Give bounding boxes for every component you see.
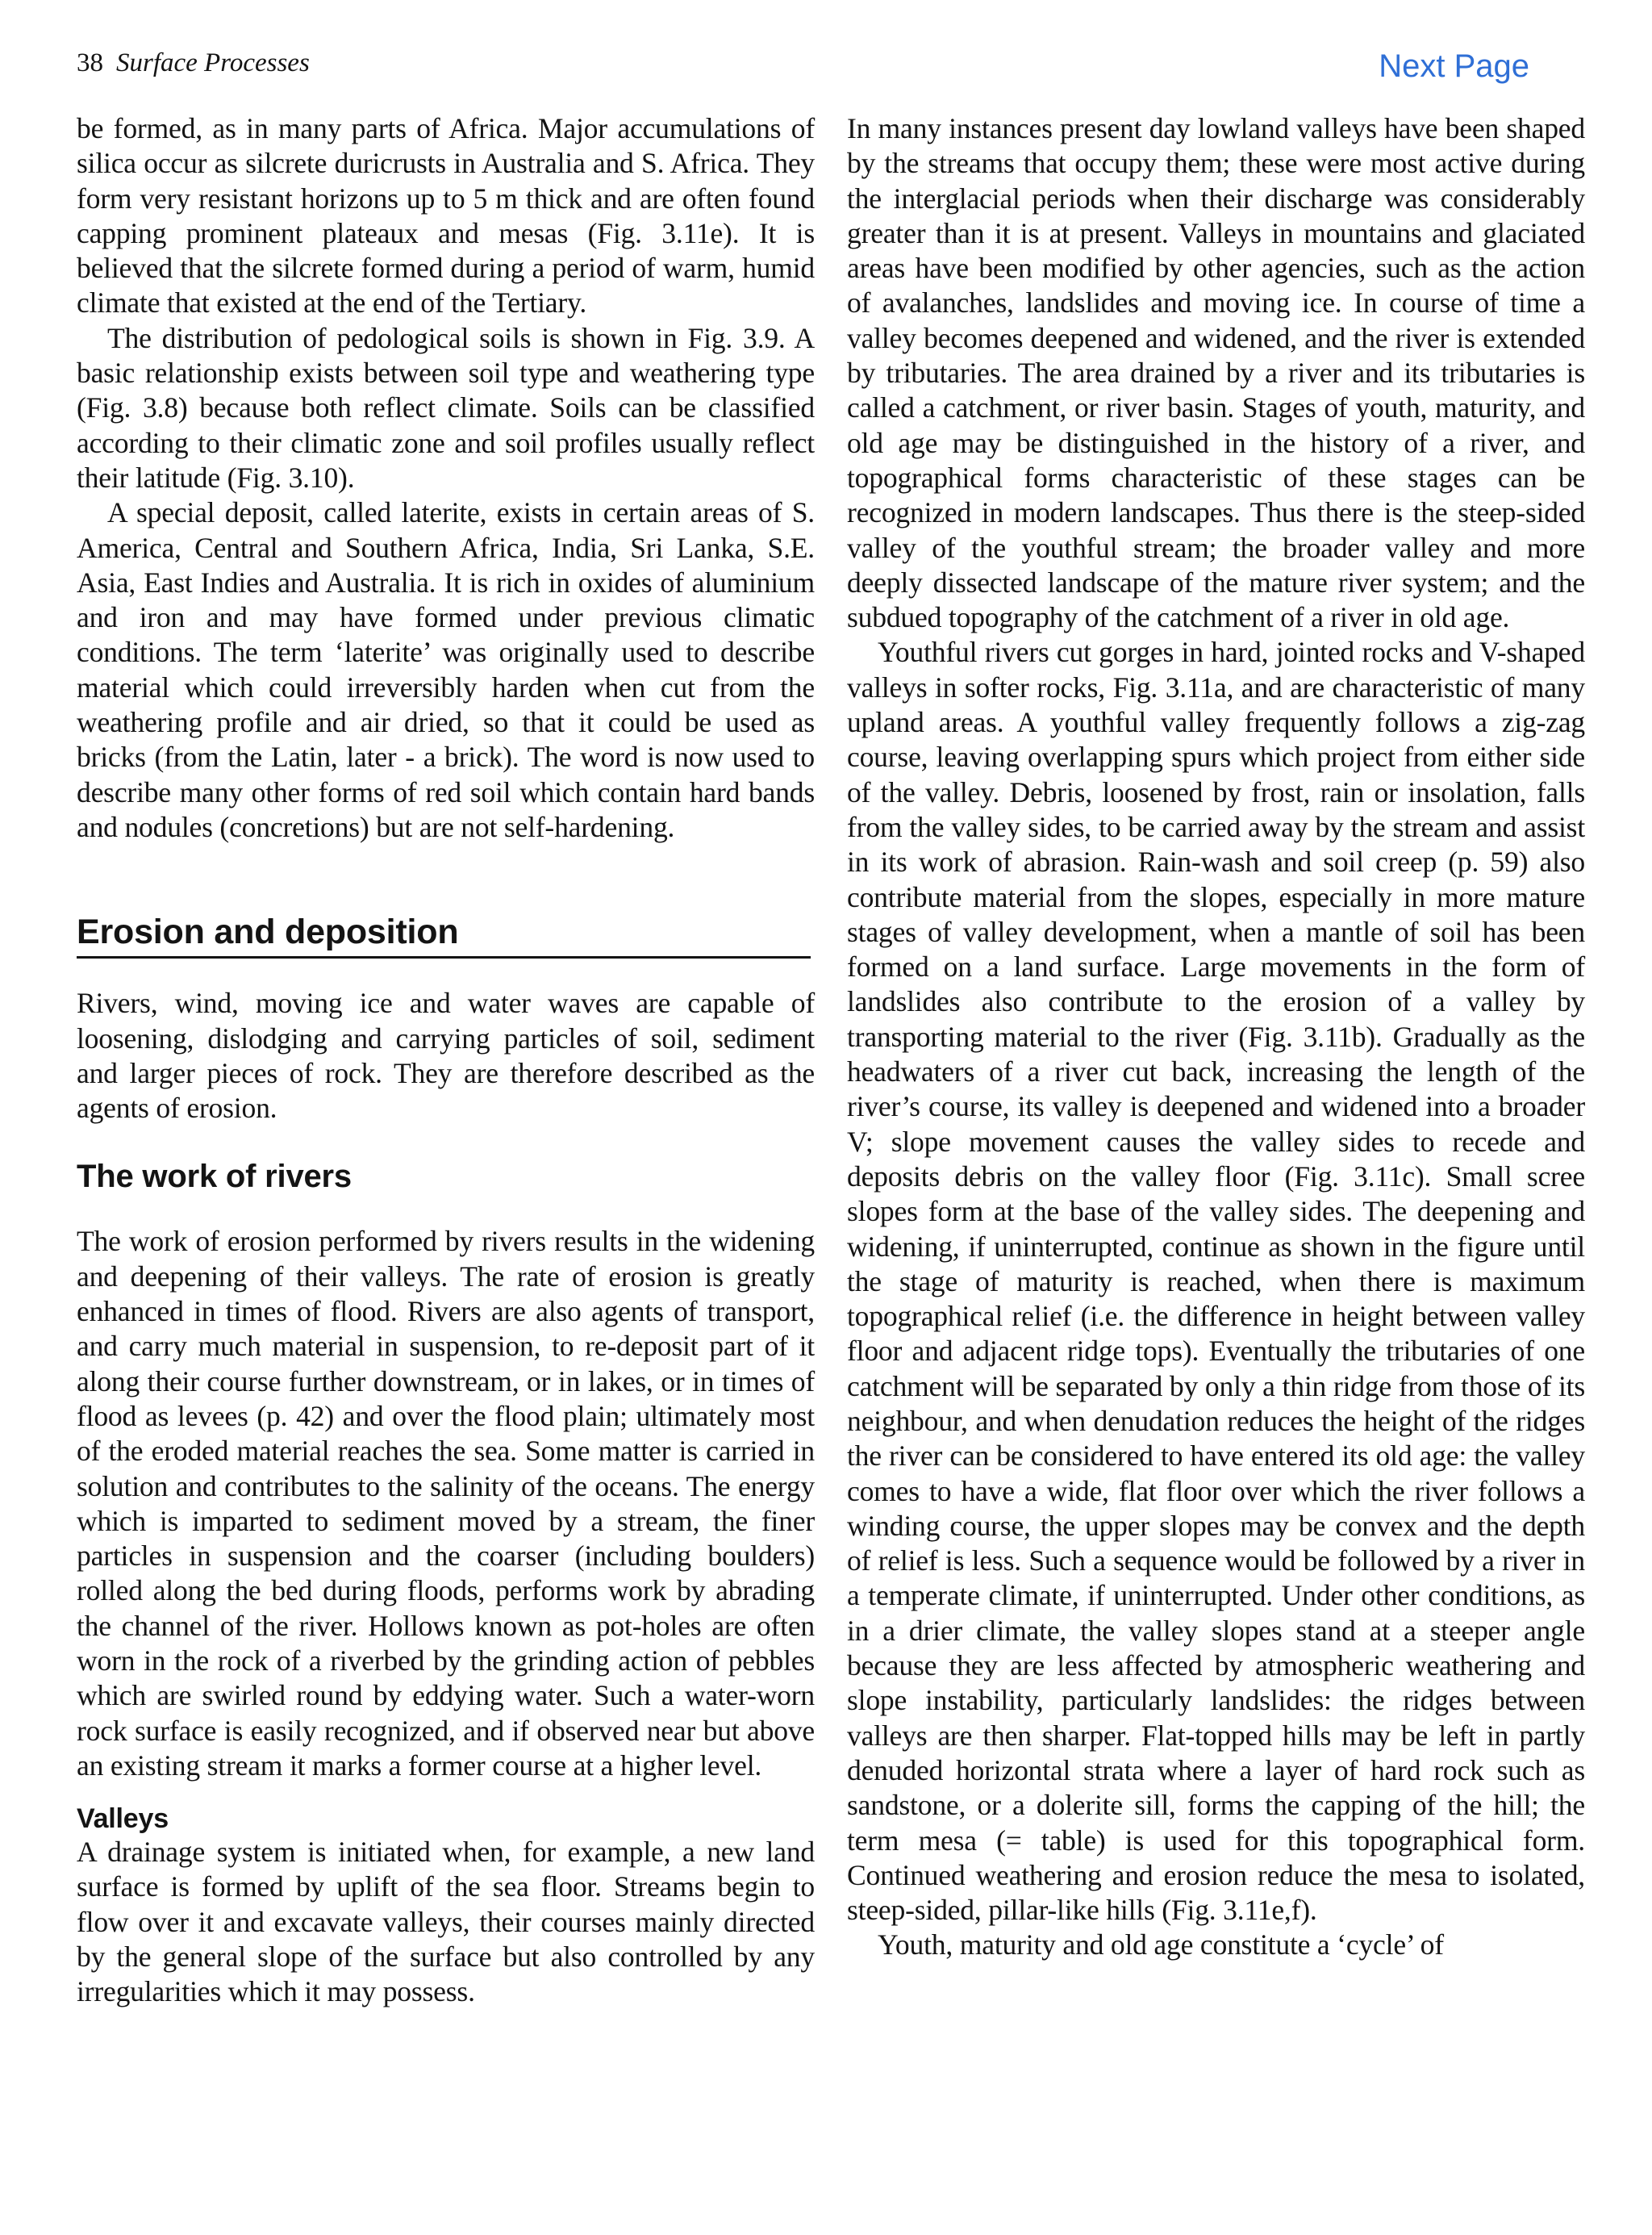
paragraph: Rivers, wind, moving ice and water waves are capable of loosening, dislodging and carrying particles of soil, sediment and larger pieces of rock. They are therefore described as the agents of erosion. xyxy=(77,987,815,1125)
paragraph: A drainage system is initiated when, for example, a new land surface is formed by uplift of the sea floor. Streams begin to flow over it and excavate valleys, their courses mainly directed by the general slope of the surface but also controlled by any irregularities which it may possess. xyxy=(77,1836,815,2008)
paragraph: Youthful rivers cut gorges in hard, jointed rocks and V-shaped valleys in softer rocks, Fig. 3.11a, and are characteristic of many upland areas. A youthful valley frequently follows a zig-zag course, leaving overlapping spurs which project from either side of the valley. Debris, loosened by frost, rain or insolation, falls from the valley sides, to be carried away by the stream and assist in its work of abrasion. Rain-wash and soil creep (p. 59) also contribute material from the slopes, especially in more mature stages of valley development, when a mantle of soil has been formed on a land surface. Large movements in the form of landslides also contribute to the erosion of a valley by transporting material to the river (Fig. 3.11b). Gradually as the headwaters of a river cut back, increasing the length of the river’s course, its valley is deepened and widened into a broader V; slope movement causes the valley sides to recede and deposits debris on the valley floor (Fig. 3.11c). Small scree slopes form at the base of the valley sides. The deepening and widening, if uninterrupted, continue as shown in the figure until the stage of maturity is reached, when there is maximum topographical relief (i.e. the difference in height between valley floor and adjacent ridge tops). Eventually the tributaries of one catchment will be separated by only a thin ridge from those of its neighbour, and when denudation reduces the height of the ridges the river can be considered to have entered its old age: the valley comes to have a wide, flat floor over which the river follows a winding course, the upper slopes may be convex and the depth of relief is less. Such a sequence would be followed by a river in a temperate climate, if uninterrupted. Under other conditions, as in a drier climate, the valley slopes stand at a steeper angle because they are less affected by atmospheric weathering and slope instability, particularly landslides: the ridges between valleys are then sharper. Flat-topped hills may be left in partly denuded horizontal strata where a layer of hard rock such as sandstone, or a dolerite sill, forms the capping of the hill; the term mesa (= table) is used for this topographical form. Continued weathering and erosion reduce the mesa to isolated, steep-sided, pillar-like hills (Fig. 3.11e,f). xyxy=(847,636,1585,1927)
paragraph: A special deposit, called laterite, exists in certain areas of S. America, Central and Southern Africa, India, Sri Lanka, S.E. Asia, East Indies and Australia. It is rich in oxides of aluminium and iron and may have formed under previous climatic conditions. The term ‘laterite’ was originally used to describe material which could irreversibly harden when cut from the weathering profile and air dried, so that it could be used as bricks (from the Latin, later - a brick). The word is now used to describe many other forms of red soil which contain hard bands and nodules (concretions) but are not self-hardening. xyxy=(77,496,815,843)
subsection-heading-rivers: The work of rivers xyxy=(77,1159,352,1195)
left-column xyxy=(77,111,815,2010)
right-column xyxy=(847,111,1585,1963)
paragraph: The work of erosion performed by rivers results in the widening and deepening of their valleys. The rate of erosion is greatly enhanced in times of flood. Rivers are also agents of transport, and carry much material in suspension, to re-deposit part of it along their course further downstream, or in lakes, or in times of flood as levees (p. 42) and over the flood plain; ultimately most of the eroded material reaches the sea. Some matter is carried in solution and contributes to the salinity of the oceans. The energy which is imparted to sediment moved by a stream, the finer particles in suspension and the coarser (including boulders) rolled along the bed during floods, performs work by abrading the channel of the river. Hollows known as pot-holes are often worn in the rock of a riverbed by the grinding action of pebbles which are swirled round by eddying water. Such a water-worn rock surface is easily recognized, and if observed near but above an existing stream it marks a former course at a higher level. xyxy=(77,1225,815,1782)
running-section-title: Surface Processes xyxy=(116,48,310,77)
next-page-link[interactable]: Next Page xyxy=(1379,48,1529,84)
paragraph: In many instances present day lowland valleys have been shaped by the streams that occupy them; these were most active during the interglacial periods when their discharge was considerably greater than it is at present. Valleys in mountains and glaciated areas have been modified by other agencies, such as the action of avalanches, landslides and moving ice. In course of time a valley becomes deepened and widened, and the river is extended by tributaries. The area drained by a river and its tributaries is called a catchment, or river basin. Stages of youth, maturity, and old age may be distinguished in the history of a river, and topographical forms characteristic of these stages can be recognized in modern landscapes. Thus there is the steep-sided valley of the youthful stream; the broader valley and more deeply dissected landscape of the mature river system; and the subdued topography of the catchment of a river in old age. xyxy=(847,112,1585,634)
section-heading-erosion: Erosion and deposition xyxy=(77,911,811,959)
page-number: 38 xyxy=(77,48,103,77)
paragraph: The distribution of pedological soils is shown in Fig. 3.9. A basic relationship exists between soil type and weathering type (Fig. 3.8) because both reflect climate. Soils can be classified according to their climatic zone and soil profiles usually reflect their latitude (Fig. 3.10). xyxy=(77,321,815,494)
paragraph: Youth, maturity and old age constitute a ‘cycle’ of xyxy=(878,1928,1444,1961)
running-head xyxy=(77,48,310,78)
paragraph: be formed, as in many parts of Africa. Major accumulations of silica occur as silcrete duricrusts in Australia and S. Africa. They form very resistant horizons up to 5 m thick and are often found capping prominent plateaux and mesas (Fig. 3.11e). It is believed that the silcrete formed during a period of warm, humid climate that existed at the end of the Tertiary. xyxy=(77,112,815,320)
subsection-heading-valleys: Valleys xyxy=(77,1803,169,1835)
